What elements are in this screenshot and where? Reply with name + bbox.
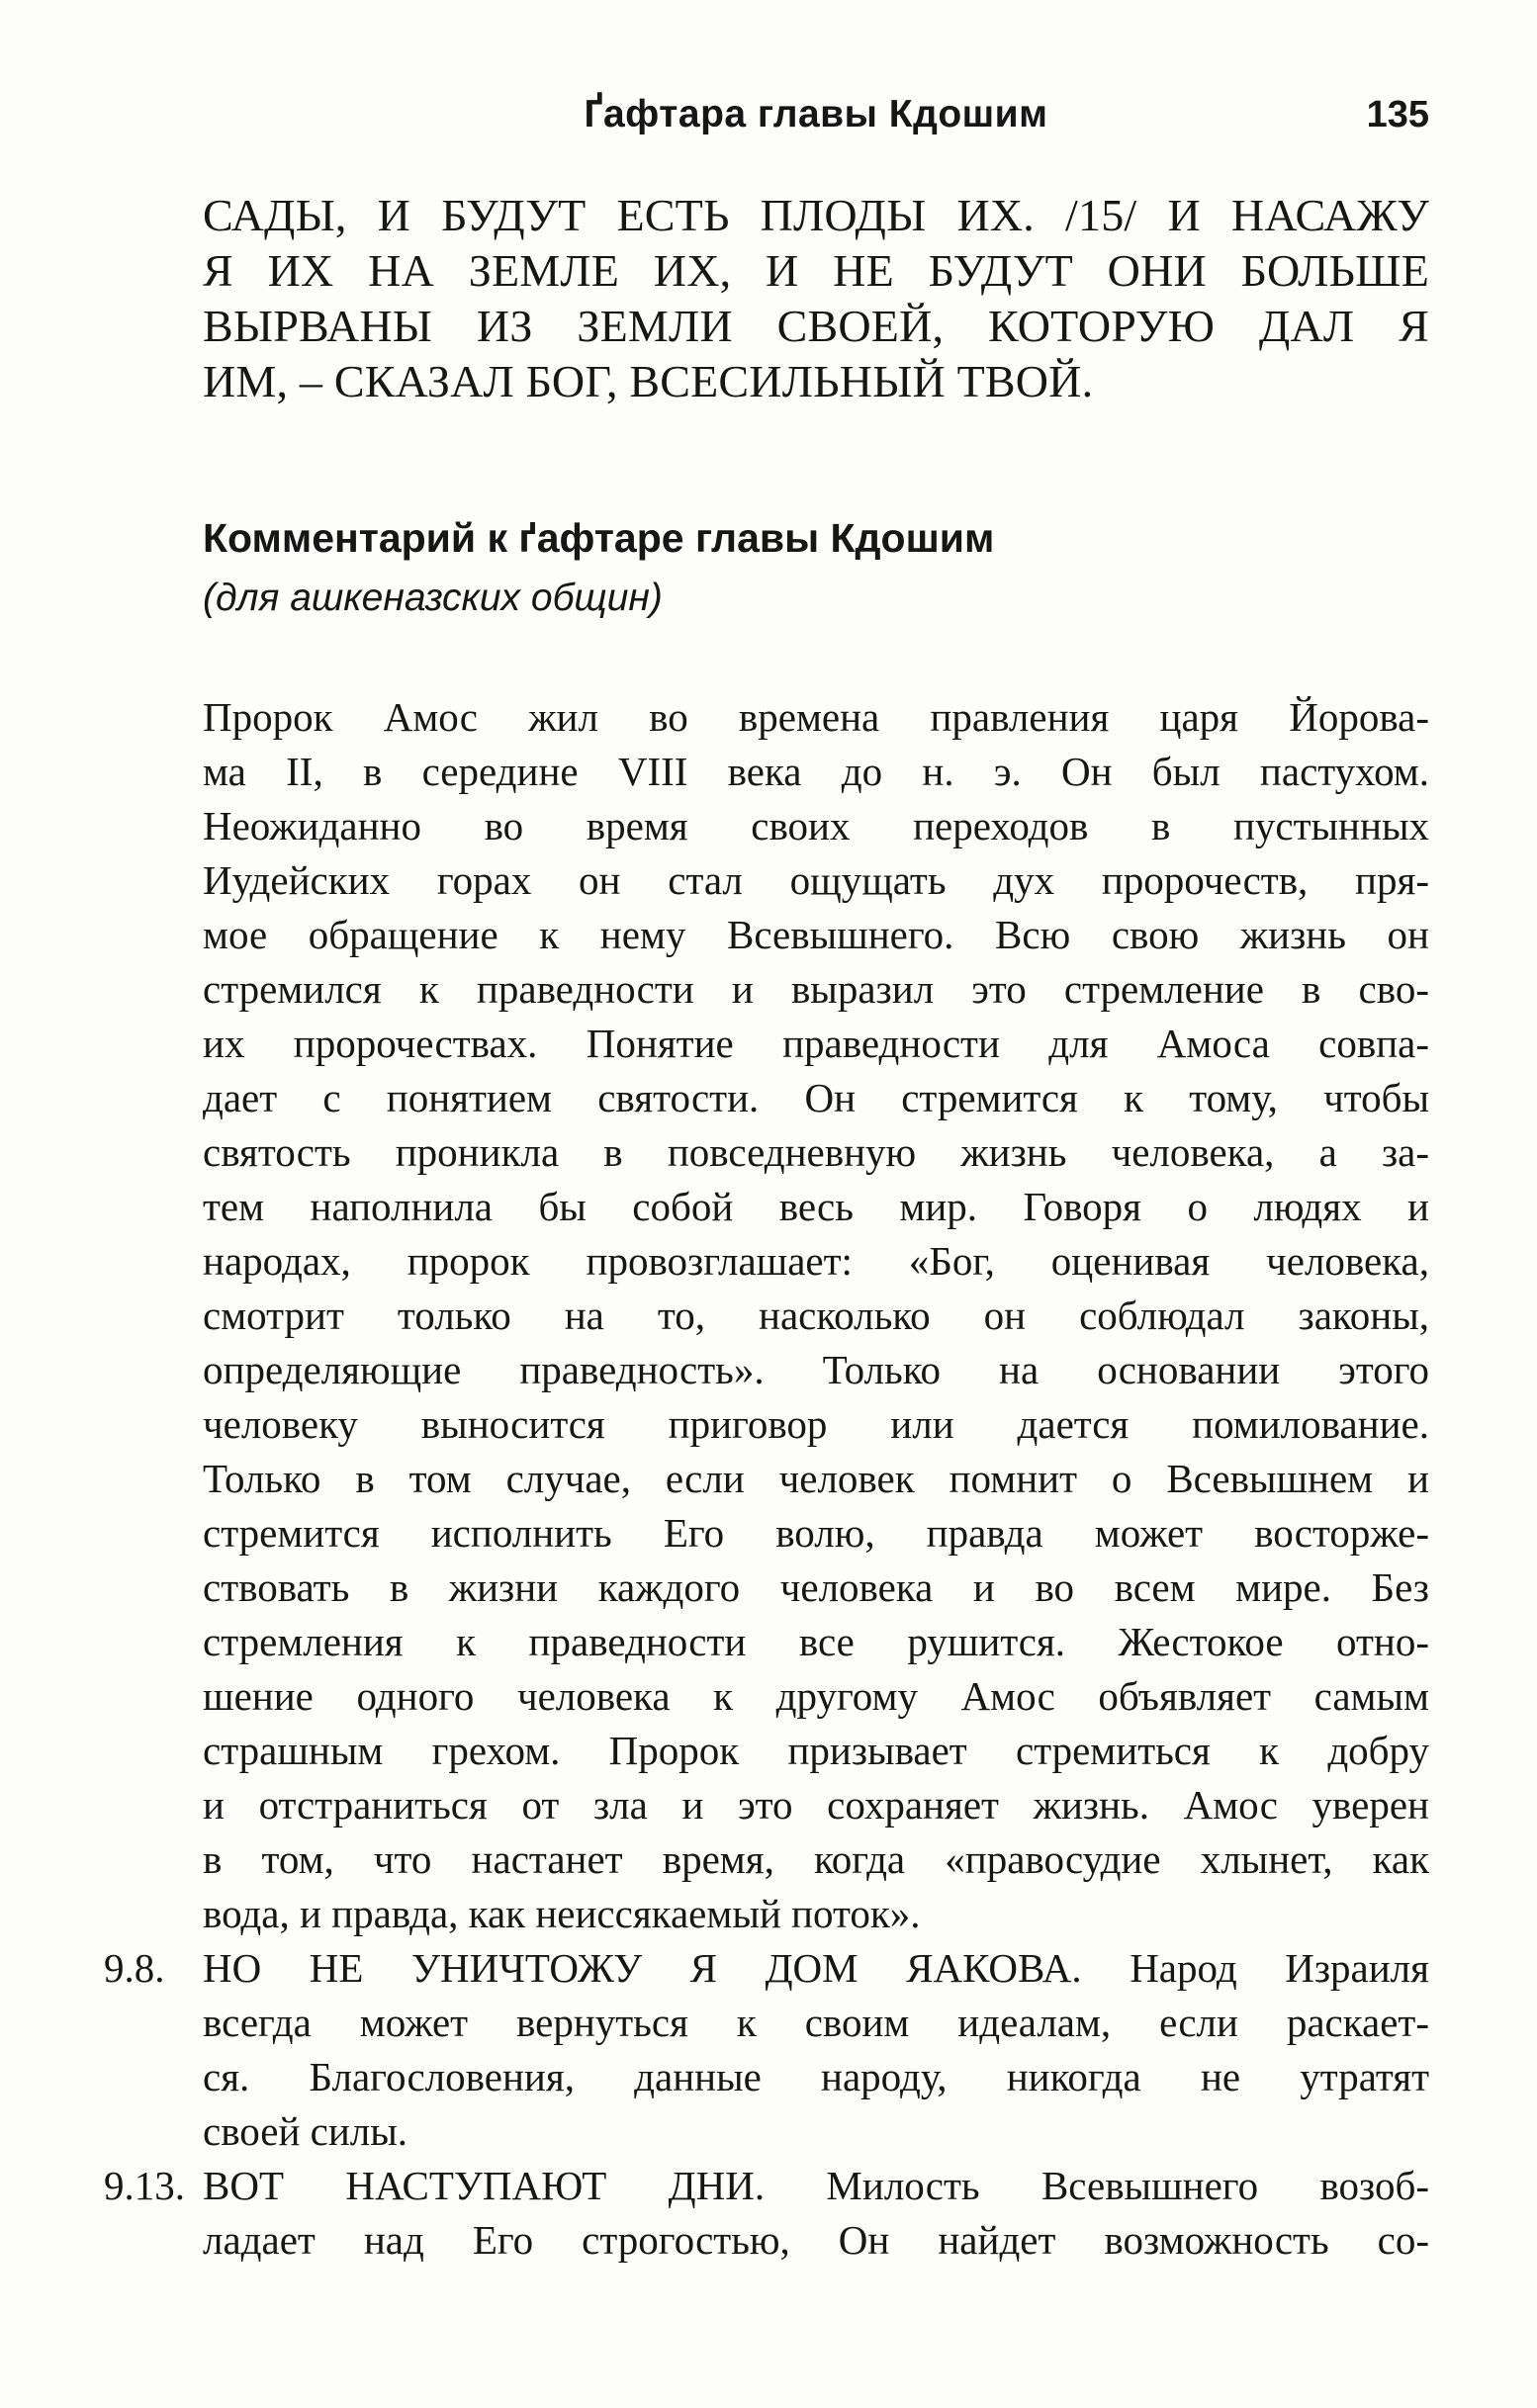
text-line: определяющие праведность». Только на основании этого: [203, 1347, 1429, 1392]
text-line: Я ИХ НА ЗЕМЛЕ ИХ, И НЕ БУДУТ ОНИ БОЛЬШЕ: [203, 245, 1429, 296]
entry-ref: 9.8.: [104, 1945, 165, 1991]
text-line: Иудейских горах он стал ощущать дух пророчеств, пря-: [203, 857, 1429, 903]
text-line: стремится исполнить Его волю, правда может восторже-: [203, 1510, 1429, 1556]
page-title: Ґафтара главы Кдошим: [584, 93, 1048, 135]
text-line: Только в том случае, если человек помнит о Всевышнем и: [203, 1456, 1429, 1501]
page-number: 135: [1366, 94, 1429, 135]
text-line: ВОТ НАСТУПАЮТ ДНИ. Милость Всевышнего возоб-: [203, 2163, 1429, 2208]
text-line: народах, пророк провозглашает: «Бог, оценивая человека,: [203, 1238, 1429, 1284]
entry-ref: 9.13.: [104, 2163, 185, 2208]
text-line: ладает над Его строгостью, Он найдет возможность со-: [203, 2217, 1429, 2263]
text-line: в том, что настанет время, когда «правосудие хлынет, как: [203, 1836, 1429, 1882]
text-line: НО НЕ УНИЧТОЖУ Я ДОМ ЯАКОВА. Народ Израиля: [203, 1945, 1429, 1991]
text-line: вода, и правда, как неиссякаемый поток».: [203, 1891, 921, 1936]
text-line: Неожиданно во время своих переходов в пустынных: [203, 803, 1429, 848]
text-line: тем наполнила бы собой весь мир. Говоря о людях и: [203, 1184, 1429, 1229]
commentary-intro-paragraph: [203, 690, 1429, 1941]
commentary-heading: Комментарий к ґафтаре главы Кдошим: [203, 515, 995, 561]
commentary-entry: [104, 2159, 1429, 2268]
text-line: мое обращение к нему Всевышнего. Всю свою жизнь он: [203, 912, 1429, 957]
text-line: ВЫРВАНЫ ИЗ ЗЕМЛИ СВОЕЙ, КОТОРУЮ ДАЛ Я: [203, 301, 1429, 351]
text-line: ствовать в жизни каждого человека и во всем мире. Без: [203, 1564, 1429, 1610]
text-line: своей силы.: [203, 2108, 408, 2154]
text-line: всегда может вернуться к своим идеалам, если раскает-: [203, 2000, 1429, 2045]
text-line: дает с понятием святости. Он стремится к тому, чтобы: [203, 1075, 1429, 1120]
text-line: святость проникла в повседневную жизнь человека, а за-: [203, 1129, 1429, 1175]
text-line: ся. Благословения, данные народу, никогда не утратят: [203, 2054, 1429, 2099]
entry-body: [203, 1941, 1429, 2159]
text-line: ИМ, – СКАЗАЛ БОГ, ВСЕСИЛЬНЫЙ ТВОЙ.: [203, 356, 1094, 406]
torah-passage: [203, 188, 1429, 409]
text-line: САДЫ, И БУДУТ ЕСТЬ ПЛОДЫ ИХ. /15/ И НАСАЖУ: [203, 190, 1429, 240]
commentary-entry: [104, 1941, 1429, 2159]
entry-body: [203, 2159, 1429, 2268]
text-line: и отстраниться от зла и это сохраняет жизнь. Амос уверен: [203, 1782, 1429, 1828]
commentary-entries: [104, 1941, 1429, 2268]
commentary-subheading: (для ашкеназских общин): [203, 577, 663, 619]
text-line: стремился к праведности и выразил это стремление в сво-: [203, 966, 1429, 1012]
text-line: страшным грехом. Пророк призывает стремиться к добру: [203, 1728, 1429, 1773]
text-line: Пророк Амос жил во времена правления царя Йорова-: [203, 694, 1429, 740]
text-line: их пророчествах. Понятие праведности для Амоса совпа-: [203, 1021, 1429, 1066]
running-head: [203, 91, 1429, 146]
text-line: стремления к праведности все рушится. Жестокое отно-: [203, 1619, 1429, 1664]
text-line: ма II, в середине VIII века до н. э. Он был пастухом.: [203, 749, 1429, 794]
text-line: смотрит только на то, насколько он соблюдал законы,: [203, 1293, 1429, 1338]
text-line: шение одного человека к другому Амос объявляет самым: [203, 1673, 1429, 1719]
text-line: человеку выносится приговор или дается помилование.: [203, 1401, 1429, 1447]
